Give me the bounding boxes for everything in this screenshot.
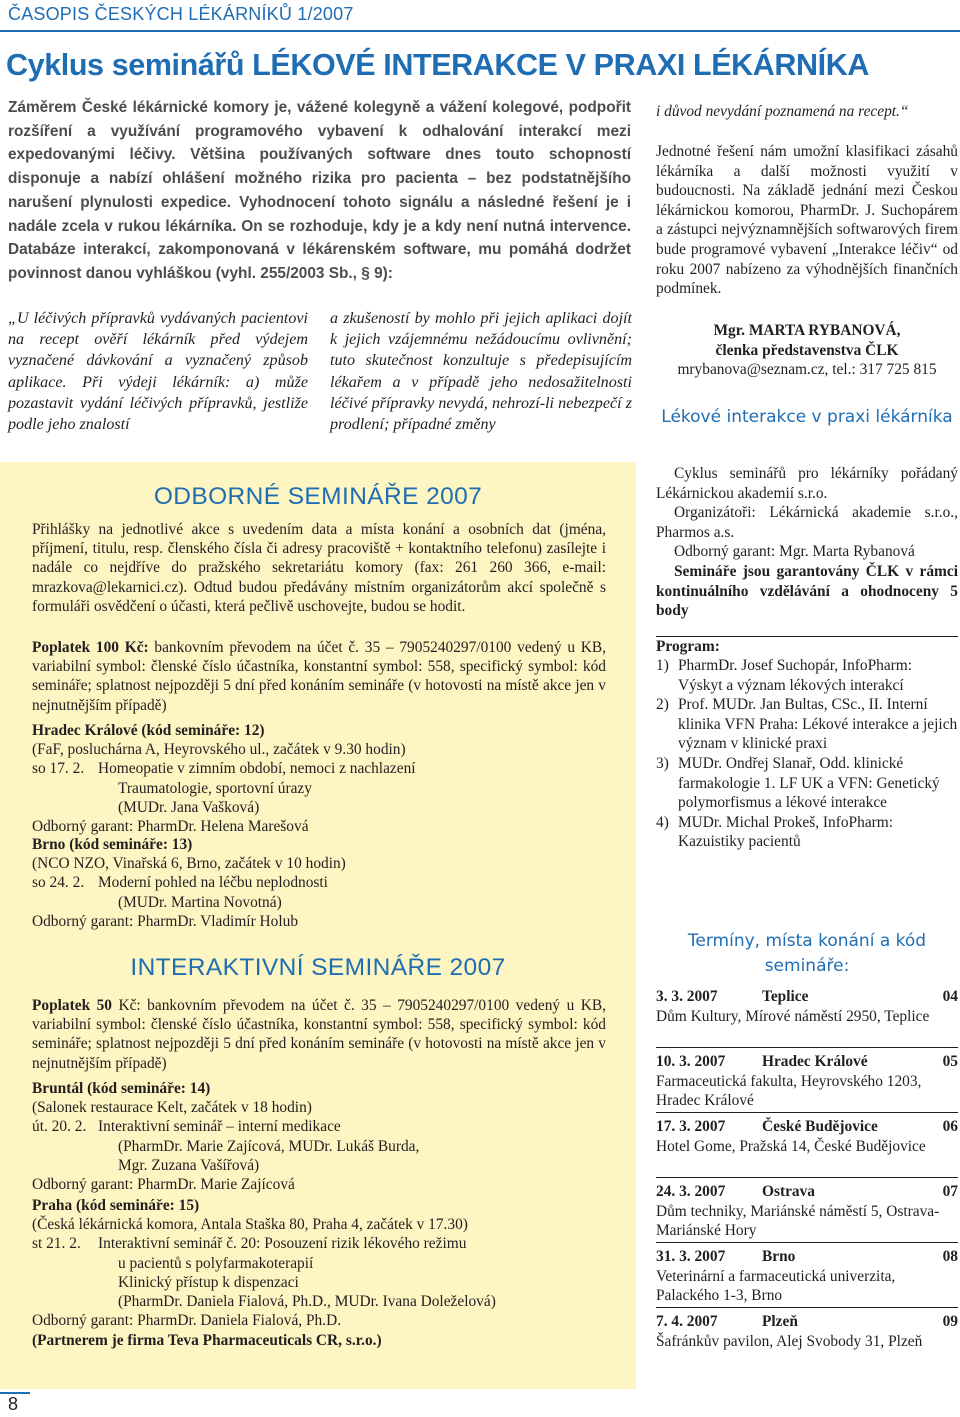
program-num: 1)	[656, 657, 669, 674]
intro-sentence-3: Vyhodnocení tohoto signálu a následné řešení je i nadále zcela v rukou lékárníka.	[8, 193, 631, 235]
cycle-info-organizers: Organizátoři: Lékárnická akademie s.r.o., Pharmos a.s.	[656, 504, 958, 541]
hradec-lecturer: (MUDr. Jana Vašková)	[118, 798, 260, 816]
program-num: 4)	[656, 813, 669, 831]
term-date: 10. 3. 2007	[656, 1053, 726, 1070]
term-city: Brno	[762, 1248, 796, 1265]
partner-note	[32, 1331, 606, 1350]
term-code: 04	[942, 988, 958, 1005]
term-place: Hotel Gome, Pražská 14, České Budějovice	[656, 1137, 926, 1155]
bruntal-title: Bruntál (kód semináře: 14)	[32, 1080, 211, 1097]
law-quote-left: „U léčivých přípravků vydávaných pacientovi na recept ověří lékárník před výdejem vyznačené dávkování a vyznačený způsob aplikace. Při výdeji lékárník: a) může pozastavit vydání léčivých přípravků, jestliže podle jeho znalostí	[8, 310, 308, 434]
seminar-praha	[32, 1196, 606, 1330]
terms-title: Termíny, místa konání a kód semináře:	[687, 931, 927, 976]
journal-name: ČASOPIS ČESKÝCH LÉKÁRNÍKŮ 1/2007	[8, 4, 354, 24]
brno-topic-1: Moderní pohled na léčbu neplodnosti	[98, 874, 328, 892]
quote-continuation	[656, 102, 958, 122]
quote-continuation-text: i důvod nevydání poznamená na recept.“	[656, 103, 909, 120]
bruntal-lecturers: (PharmDr. Marie Zajícová, MUDr. Lukáš Burda,	[118, 1137, 420, 1155]
program-num: 3)	[656, 754, 669, 772]
term-code: 07	[942, 1183, 958, 1200]
bruntal-date: út. 20. 2.	[32, 1118, 87, 1136]
term-divider	[656, 1047, 958, 1048]
interaktivni-fee-text: Kč: bankovním převodem na účet č. 35 – 7905240297/0100 vedený u KB, variabilní symbol: členské číslo účastníka, konstantní symbol: 558, specifický symbol: kód semináře; splatnost nejpozději 5 dní před konáním semináře (v hotovosti na místě akce jen v nejnutnějším případě)	[32, 997, 606, 1072]
brno-lecturer: (MUDr. Martina Novotná)	[118, 893, 282, 911]
term-code: 08	[942, 1248, 958, 1265]
term-divider	[656, 1177, 958, 1178]
term-code: 06	[942, 1118, 958, 1135]
cycle-info-garant: Odborný garant: Mgr. Marta Rybanová	[674, 543, 915, 561]
intro-paragraph	[8, 96, 631, 286]
term-item	[656, 1182, 958, 1241]
program-heading-wrap	[656, 636, 958, 657]
page-number: 8	[8, 1394, 19, 1414]
cycle-info	[656, 464, 958, 621]
praha-date: st 21. 2.	[32, 1235, 81, 1253]
odborne-fee	[32, 638, 606, 715]
intro-sentence-5: Databáze interakcí, zakomponovaná v lékárenském software, mu pomáhá dodržet povinnost danou vyhláškou (vyhl. 255/2003 Sb., § 9):	[8, 241, 631, 282]
term-city: Teplice	[762, 988, 809, 1005]
partner-text: (Partnerem je firma Teva Pharmaceuticals CR, s.r.o.)	[32, 1332, 382, 1349]
program-list	[656, 656, 958, 852]
term-date: 31. 3. 2007	[656, 1248, 726, 1265]
cycle-info-accreditation: Semináře jsou garantovány ČLK v rámci kontinuálního vzdělávání a ohodnoceny 5 body	[656, 562, 958, 620]
praha-garant: Odborný garant: PharmDr. Daniela Fialová, Ph.D.	[32, 1312, 342, 1330]
program-text: MUDr. Ondřej Slanař, Odd. klinické farmakologie 1. LF UK a VFN: Genetický polymorfismus a lékové interakce	[678, 754, 940, 812]
term-city: Ostrava	[762, 1183, 816, 1200]
odborne-fee-text: bankovním převodem na účet č. 35 – 7905240297/0100 vedený u KB, variabilní symbol: členské číslo účastníka, konstantní symbol: 558, specifický symbol: kód semináře; splatnost nejpozději 5 dní před konáním semináře (v hotovosti na místě akce jen v nejnutnějším případě)	[32, 639, 606, 714]
term-code: 09	[942, 1313, 958, 1330]
program-text: MUDr. Michal Prokeš, InfoPharm: Kazuistiky pacientů	[678, 813, 894, 851]
intro-sentence-1: Záměrem České lékárnické komory je, vážené kolegyně a vážení kolegové, podpořit rozšíření a využívání programového vybavení k odhalování interakcí mezi expedovanými léčivy.	[8, 99, 631, 164]
interaktivni-fee-label: Poplatek 50	[32, 997, 113, 1014]
article-title: Cyklus seminářů LÉKOVÉ INTERAKCE V PRAXI LÉKÁRNÍKA	[6, 48, 869, 82]
program-num: 2)	[656, 696, 669, 714]
bruntal-place: (Salonek restaurace Kelt, začátek v 18 hodin)	[32, 1099, 312, 1117]
praha-topic-1: Interaktivní seminář č. 20: Posouzení rizik lékového režimu	[98, 1235, 467, 1253]
cycle-info-organizer: Cyklus seminářů pro lékárníky pořádaný Lékárnickou akademií s.r.o.	[656, 465, 958, 502]
program-item	[656, 656, 958, 695]
praha-place: (Česká lékárnická komora, Antala Staška 80, Praha 4, začátek v 17.30)	[32, 1216, 468, 1234]
praha-title: Praha (kód semináře: 15)	[32, 1197, 200, 1214]
hradec-title: Hradec Králové (kód semináře: 12)	[32, 722, 265, 739]
term-item	[656, 1052, 958, 1111]
term-city: Plzeň	[762, 1313, 798, 1330]
program-item	[656, 813, 958, 852]
right-paragraph-text: Jednotné řešení nám umožní klasifikaci zásahů lékárníka a další možnosti využití v budoucnosti. Na základě jednání mezi Českou lékárnickou komorou, PharmDr. J. Suchopárem a zástupci nejvýznamnějších softwarových firem bude programové vybavení „Interakce léčiv“ od roku 2007 nabízeno za výhodnějších finančních podmínek.	[656, 143, 958, 298]
seminar-hradec	[32, 721, 606, 836]
term-date: 24. 3. 2007	[656, 1183, 726, 1200]
bruntal-garant: Odborný garant: PharmDr. Marie Zajícová	[32, 1176, 295, 1194]
term-city: České Budějovice	[762, 1118, 878, 1135]
term-place: Dům techniky, Mariánské náměstí 5, Ostrava-Mariánské Hory	[656, 1202, 940, 1240]
term-item	[656, 987, 958, 1026]
signature-name: Mgr. MARTA RYBANOVÁ,	[713, 322, 901, 339]
intro-sentence-2: Většina používaných software dnes touto schopností disponuje a nabízí ohlášení možného rizika pro pacienta – bez podstatnějšího narušení plynulosti expedice.	[8, 146, 631, 211]
praha-lecturers: (PharmDr. Daniela Fialová, Ph.D., MUDr. Ivana Doleželová)	[118, 1293, 496, 1311]
hradec-topic-2: Traumatologie, sportovní úrazy	[118, 779, 312, 797]
interaktivni-fee	[32, 996, 606, 1073]
term-divider	[656, 1112, 958, 1113]
hradec-topic-1: Homeopatie v zimním období, nemoci z nachlazení	[98, 760, 416, 778]
journal-header	[0, 0, 960, 32]
side-box-title: Lékové interakce v praxi lékárníka	[661, 407, 953, 427]
brno-date: so 24. 2.	[32, 874, 85, 892]
program-label: Program:	[656, 638, 720, 655]
term-item	[656, 1312, 958, 1351]
program-text: PharmDr. Josef Suchopár, InfoPharm: Výskyt a význam lékových interakcí	[678, 657, 913, 694]
praha-topic-2: u pacientů s polyfarmakoterapií	[118, 1254, 314, 1272]
term-item	[656, 1117, 958, 1156]
term-city: Hradec Králové	[762, 1053, 868, 1070]
program-text: Prof. MUDr. Jan Bultas, CSc., II. Interní klinika VFN Praha: Lékové interakce a jejich význam v klinické praxi	[678, 696, 958, 753]
intro-sentence-4: On se rozhoduje, kdy je a kdy není nutná intervence.	[236, 217, 631, 235]
seminar-brno	[32, 835, 606, 931]
term-date: 17. 3. 2007	[656, 1118, 726, 1135]
praha-topic-3: Klinický přístup k dispenzaci	[118, 1273, 299, 1291]
brno-garant: Odborný garant: PharmDr. Vladimír Holub	[32, 912, 299, 930]
law-quote-middle: a zkušeností by mohlo při jejich aplikaci dojít k jejich vzájemnému nežádoucímu ovlivnění; tuto skutečnost konzultuje s předepisujícím lékařem a v případě jeho nedosažitelnosti léčivé přípravky nevydá, nehrozí-li nebezpečí z prodlení; případné změny	[330, 310, 632, 434]
bruntal-topic-1: Interaktivní seminář – interní medikace	[98, 1118, 341, 1136]
hradec-place: (FaF, posluchárna A, Heyrovského ul., začátek v 9.30 hodin)	[32, 741, 406, 759]
brno-place: (NCO NZO, Vinařská 6, Brno, začátek v 10 hodin)	[32, 855, 346, 873]
brno-title: Brno (kód semináře: 13)	[32, 836, 193, 853]
term-divider	[656, 1242, 958, 1243]
term-date: 3. 3. 2007	[656, 988, 718, 1005]
term-place: Veterinární a farmaceutická univerzita, Palackého 1-3, Brno	[656, 1267, 896, 1305]
odborne-heading: ODBORNÉ SEMINÁŘE 2007	[153, 483, 483, 510]
term-place: Farmaceutická fakulta, Heyrovského 1203, Hradec Králové	[656, 1072, 922, 1110]
seminar-bruntal	[32, 1079, 606, 1194]
registration-text: Přihlášky na jednotlivé akce s uvedením data a místa konání a osobních dat (jména, příjmení, titulu, resp. členského čísla či adresy pracoviště + kontaktního telefonu) zasílejte i nadále co nejdříve do pražského sekretariátu komory (fax: 261 260 366, e-mail: mrazkova@lekarnici.cz). Odtud budou předávány místním organizátorům akcí společně s formuláři osvědčení o účasti, která pečlivě uschovejte, budou se hodit.	[32, 521, 606, 615]
term-place: Šafránkův pavilon, Alej Svobody 31, Plzeň	[656, 1332, 923, 1350]
bruntal-lecturers-2: Mgr. Zuzana Vašířová)	[118, 1156, 260, 1174]
term-divider	[656, 1307, 958, 1308]
term-date: 7. 4. 2007	[656, 1313, 718, 1330]
program-item	[656, 754, 958, 813]
hradec-date: so 17. 2.	[32, 760, 85, 778]
program-item	[656, 695, 958, 754]
right-paragraph	[656, 142, 958, 299]
term-code: 05	[942, 1053, 958, 1070]
term-place: Dům Kultury, Mírové náměstí 2950, Teplice	[656, 1007, 930, 1025]
signature-contact: mrybanova@seznam.cz, tel.: 317 725 815	[677, 361, 937, 379]
signature	[656, 321, 958, 380]
interaktivni-heading: INTERAKTIVNÍ SEMINÁŘE 2007	[130, 954, 506, 981]
odborne-fee-label: Poplatek 100 Kč:	[32, 639, 149, 656]
hradec-garant: Odborný garant: PharmDr. Helena Marešová	[32, 818, 309, 836]
signature-role: členka představenstva ČLK	[715, 341, 899, 359]
term-item	[656, 1247, 958, 1306]
